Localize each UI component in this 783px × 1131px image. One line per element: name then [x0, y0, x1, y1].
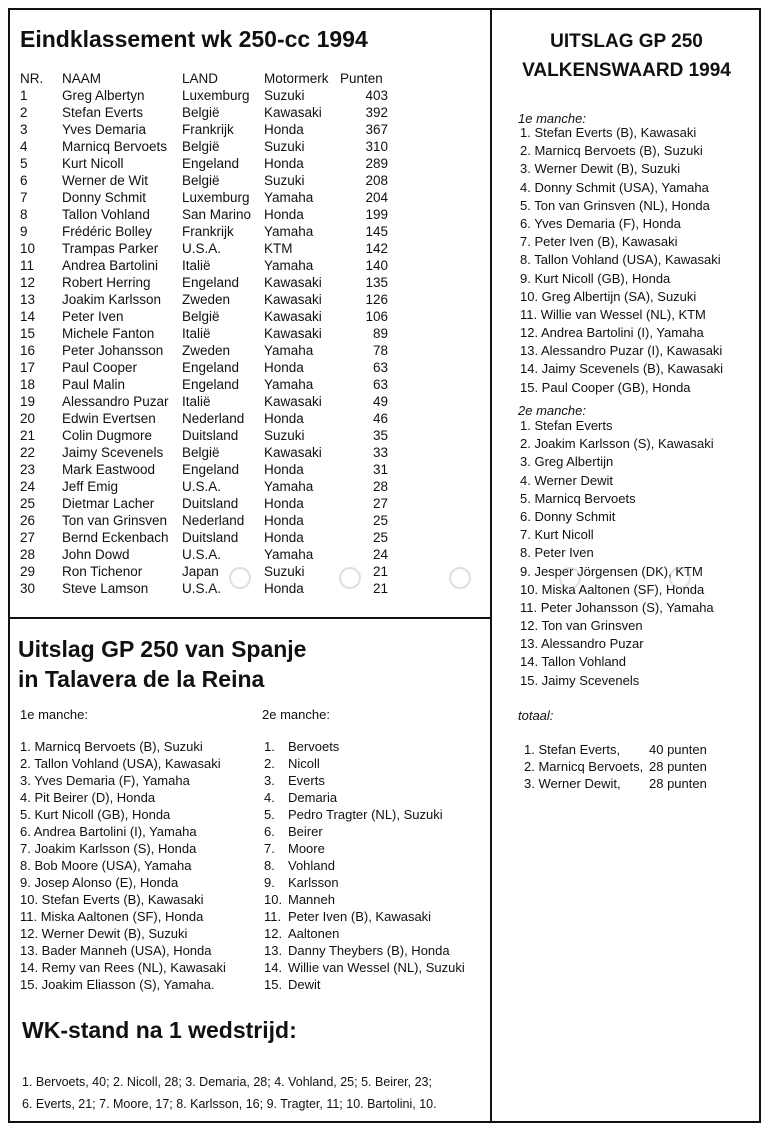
rider-country: Luxemburg — [182, 88, 250, 103]
rider-points: 403 — [365, 88, 388, 103]
rider-country: Engeland — [182, 275, 240, 290]
totaal-points: 28 punten — [649, 759, 707, 774]
rank-nr: 4 — [20, 139, 28, 154]
result-item — [264, 874, 489, 891]
rider-country: Frankrijk — [182, 122, 234, 137]
result-item: 14. Remy van Rees (NL), Kawasaki — [20, 960, 226, 975]
rider-name: Dietmar Lacher — [62, 496, 155, 511]
result-item: 11. Willie van Wessel (NL), KTM — [520, 306, 706, 322]
result-position: 2. — [264, 756, 275, 771]
rider-brand: Suzuki — [264, 173, 305, 188]
rider-brand: Honda — [264, 360, 304, 375]
rank-nr: 29 — [20, 564, 36, 579]
result-item: 15. Jaimy Scevenels — [520, 672, 640, 688]
rider-name: Ton van Grinsven — [62, 513, 168, 528]
rank-nr: 3 — [20, 122, 28, 137]
rank-nr: 13 — [20, 292, 36, 307]
rider-brand: Suzuki — [264, 564, 305, 579]
result-item — [264, 738, 489, 755]
rank-nr: 12 — [20, 275, 36, 290]
result-item: 12. Andrea Bartolini (I), Yamaha — [520, 325, 704, 341]
rider-points: 31 — [372, 462, 388, 477]
result-item: 8. Tallon Vohland (USA), Kawasaki — [520, 252, 721, 268]
result-item — [264, 925, 489, 942]
rank-nr: 20 — [20, 411, 36, 426]
rider-name: Paul Cooper — [62, 360, 138, 375]
wkstand-line2: 6. Everts, 21; 7. Moore, 17; 8. Karlsson, 16; 9. Tragter, 11; 10. Bartolini, 10. — [22, 1097, 437, 1111]
rider-country: België — [182, 445, 220, 460]
rider-name: Peter Johansson — [62, 343, 164, 358]
rider-name: Marnicq Bervoets — [62, 139, 168, 154]
result-item: 10. Stefan Everts (B), Kawasaki — [20, 892, 204, 907]
result-item: 2. Joakim Karlsson (S), Kawasaki — [520, 436, 714, 452]
result-item: 2. Tallon Vohland (USA), Kawasaki — [20, 756, 221, 771]
rider-name: Joakim Karlsson — [62, 292, 162, 307]
rider-brand: Kawasaki — [264, 326, 322, 341]
rank-nr: 21 — [20, 428, 36, 443]
rider-points: 89 — [372, 326, 388, 341]
result-item: 9. Kurt Nicoll (GB), Honda — [520, 270, 671, 286]
rider-country: U.S.A. — [182, 479, 222, 494]
rider-name: Andrea Bartolini — [62, 258, 159, 273]
result-item: 8. Bob Moore (USA), Yamaha — [20, 858, 192, 873]
result-item — [264, 755, 489, 772]
valkenswaard-totaal-list — [524, 741, 744, 792]
valkenswaard-manche2-label: 2e manche: — [518, 403, 586, 418]
result-item: 1. Stefan Everts (B), Kawasaki — [520, 125, 697, 140]
result-item: 6. Donny Schmit — [520, 508, 616, 524]
rank-nr: 10 — [20, 241, 36, 256]
rider-name: Trampas Parker — [62, 241, 159, 256]
rider-points: 392 — [365, 105, 388, 120]
rider-country: Engeland — [182, 360, 240, 375]
rider-points: 33 — [372, 445, 388, 460]
rider-country: Italië — [182, 326, 211, 341]
rider-name: Michele Fanton — [62, 326, 155, 341]
rider-points: 49 — [372, 394, 388, 409]
result-item: 5. Ton van Grinsven (NL), Honda — [520, 197, 710, 213]
rider-name: Robert Herring — [62, 275, 151, 290]
result-item — [264, 908, 489, 925]
result-item — [264, 891, 489, 908]
result-item: 3. Werner Dewit (B), Suzuki — [520, 161, 681, 177]
rank-nr: 25 — [20, 496, 36, 511]
rank-nr: 11 — [20, 258, 35, 273]
spanje-title — [18, 634, 306, 694]
result-rider: Manneh — [288, 892, 335, 907]
rank-nr: 30 — [20, 581, 36, 596]
result-item — [264, 823, 489, 840]
section-divider — [8, 617, 492, 619]
rider-country: Duitsland — [182, 428, 239, 443]
rider-name: Alessandro Puzar — [62, 394, 169, 409]
rider-points: 208 — [365, 173, 388, 188]
rider-points: 25 — [372, 530, 388, 545]
rider-name: Jeff Emig — [62, 479, 119, 494]
result-item: 5. Kurt Nicoll (GB), Honda — [20, 807, 171, 822]
rider-points: 27 — [372, 496, 388, 511]
wkstand-line1: 1. Bervoets, 40; 2. Nicoll, 28; 3. Demaria, 28; 4. Vohland, 25; 5. Beirer, 23; — [22, 1075, 432, 1089]
result-item: 1. Marnicq Bervoets (B), Suzuki — [20, 739, 203, 754]
result-item: 3. Greg Albertijn — [520, 454, 614, 470]
result-position: 9. — [264, 875, 275, 890]
result-item: 14. Tallon Vohland — [520, 654, 627, 670]
rider-country: Engeland — [182, 377, 240, 392]
result-rider: Nicoll — [288, 756, 320, 771]
result-position: 14. — [264, 960, 283, 975]
rider-country: Duitsland — [182, 496, 239, 511]
result-rider: Dewit — [288, 977, 321, 992]
rider-name: Edwin Evertsen — [62, 411, 156, 426]
result-item: 7. Kurt Nicoll — [520, 527, 594, 543]
rider-country: België — [182, 139, 220, 154]
rider-country: België — [182, 309, 220, 324]
result-position: 6. — [264, 824, 275, 839]
rank-nr: 23 — [20, 462, 36, 477]
rider-brand: Honda — [264, 411, 304, 426]
result-item: 7. Peter Iven (B), Kawasaki — [520, 234, 678, 250]
rider-name: Yves Demaria — [62, 122, 147, 137]
result-position: 13. — [264, 943, 283, 958]
rider-name: Steve Lamson — [62, 581, 149, 596]
rank-nr: 17 — [20, 360, 36, 375]
result-position: 12. — [264, 926, 283, 941]
rank-nr: 9 — [20, 224, 28, 239]
result-item: 4. Donny Schmit (USA), Yamaha — [520, 179, 709, 195]
rider-brand: Honda — [264, 581, 304, 596]
result-item: 12. Ton van Grinsven — [520, 618, 643, 634]
rider-brand: Honda — [264, 156, 304, 171]
result-position: 8. — [264, 858, 275, 873]
rider-points: 310 — [365, 139, 388, 154]
valkenswaard-manche1-list — [520, 124, 723, 397]
totaal-item — [524, 775, 744, 792]
rider-country: Duitsland — [182, 530, 239, 545]
result-position: 11. — [264, 909, 282, 924]
rider-brand: Kawasaki — [264, 292, 322, 307]
rider-brand: Kawasaki — [264, 394, 322, 409]
rider-brand: Honda — [264, 122, 304, 137]
rank-nr: 2 — [20, 105, 28, 120]
totaal-points: 28 punten — [649, 776, 707, 791]
rank-nr: 5 — [20, 156, 28, 171]
rider-name: Tallon Vohland — [62, 207, 150, 222]
rank-nr: 26 — [20, 513, 36, 528]
rider-brand: Yamaha — [264, 377, 314, 392]
rider-points: 140 — [365, 258, 388, 273]
rank-nr: 22 — [20, 445, 36, 460]
rider-name: John Dowd — [62, 547, 130, 562]
result-item — [264, 976, 489, 993]
rider-country: Frankrijk — [182, 224, 234, 239]
rider-name: Werner de Wit — [62, 173, 149, 188]
result-position: 15. — [264, 977, 283, 992]
result-rider: Beirer — [288, 824, 323, 839]
rider-points: 145 — [365, 224, 388, 239]
header-motormerk: Motormerk — [264, 71, 329, 86]
spanje-manche1-list — [20, 738, 226, 993]
result-item: 6. Andrea Bartolini (I), Yamaha — [20, 824, 197, 839]
result-item — [264, 772, 489, 789]
rider-brand: Honda — [264, 496, 304, 511]
rider-points: 24 — [372, 547, 388, 562]
header-naam: NAAM — [62, 71, 102, 86]
result-item: 13. Alessandro Puzar — [520, 636, 644, 652]
result-item: 14. Jaimy Scevenels (B), Kawasaki — [520, 361, 724, 377]
rider-name: Donny Schmit — [62, 190, 147, 205]
rider-points: 28 — [372, 479, 388, 494]
rider-brand: Yamaha — [264, 343, 314, 358]
rider-country: Italië — [182, 258, 211, 273]
wkstand-title: WK-stand na 1 wedstrijd: — [22, 1017, 297, 1043]
rider-country: Zweden — [182, 343, 231, 358]
rider-brand: Yamaha — [264, 190, 314, 205]
result-item: 15. Joakim Eliasson (S), Yamaha. — [20, 977, 215, 992]
rider-country: Italië — [182, 394, 211, 409]
spanje-title-line1: Uitslag GP 250 van Spanje — [18, 636, 307, 662]
rider-name: Colin Dugmore — [62, 428, 153, 443]
rider-country: Engeland — [182, 462, 240, 477]
result-item: 13. Bader Manneh (USA), Honda — [20, 943, 212, 958]
result-item: 6. Yves Demaria (F), Honda — [520, 215, 681, 231]
result-rider: Pedro Tragter (NL), Suzuki — [288, 807, 443, 822]
result-item: 5. Marnicq Bervoets — [520, 490, 636, 506]
rider-points: 78 — [372, 343, 388, 358]
result-rider: Demaria — [288, 790, 338, 805]
result-item: 1. Stefan Everts — [520, 418, 613, 433]
rider-points: 21 — [372, 581, 388, 596]
rider-brand: KTM — [264, 241, 293, 256]
rank-nr: 1 — [20, 88, 28, 103]
rider-points: 63 — [372, 377, 388, 392]
result-item: 11. Peter Johansson (S), Yamaha — [520, 599, 714, 615]
valkenswaard-title-line2: VALKENSWAARD 1994 — [522, 60, 731, 81]
rider-country: Engeland — [182, 156, 240, 171]
rider-points: 106 — [365, 309, 388, 324]
totaal-rider: 2. Marnicq Bervoets, — [524, 759, 644, 774]
totaal-item — [524, 741, 744, 758]
rider-brand: Kawasaki — [264, 105, 322, 120]
rider-name: Ron Tichenor — [62, 564, 143, 579]
rider-country: België — [182, 173, 220, 188]
result-item: 7. Joakim Karlsson (S), Honda — [20, 841, 197, 856]
result-item — [264, 942, 489, 959]
header-land: LAND — [182, 71, 219, 86]
rider-brand: Honda — [264, 462, 304, 477]
spanje-manche2-list — [264, 738, 489, 993]
rank-nr: 15 — [20, 326, 36, 341]
rider-points: 21 — [372, 564, 388, 579]
result-rider: Everts — [288, 773, 325, 788]
result-item: 4. Pit Beirer (D), Honda — [20, 790, 156, 805]
rider-country: U.S.A. — [182, 241, 222, 256]
rider-brand: Suzuki — [264, 428, 305, 443]
header-punten: Punten — [340, 71, 383, 86]
rider-points: 204 — [365, 190, 388, 205]
rider-country: U.S.A. — [182, 581, 222, 596]
result-item: 10. Greg Albertijn (SA), Suzuki — [520, 288, 697, 304]
valkenswaard-title-line1: UITSLAG GP 250 — [550, 31, 703, 52]
valkenswaard-manche2-list — [520, 417, 714, 690]
result-rider: Bervoets — [288, 739, 340, 754]
rider-points: 46 — [372, 411, 388, 426]
rider-brand: Honda — [264, 513, 304, 528]
rank-nr: 8 — [20, 207, 28, 222]
eindklassement-title: Eindklassement wk 250-cc 1994 — [20, 26, 368, 52]
rider-points: 199 — [365, 207, 388, 222]
rider-name: Peter Iven — [62, 309, 124, 324]
rider-country: Luxemburg — [182, 190, 250, 205]
result-item: 4. Werner Dewit — [520, 472, 613, 488]
rider-name: Mark Eastwood — [62, 462, 156, 477]
rider-points: 135 — [365, 275, 388, 290]
rider-points: 63 — [372, 360, 388, 375]
result-item: 9. Jesper Jörgensen (DK), KTM — [520, 563, 703, 579]
result-rider: Danny Theybers (B), Honda — [288, 943, 450, 958]
result-item: 3. Yves Demaria (F), Yamaha — [20, 773, 190, 788]
result-item — [264, 789, 489, 806]
result-rider: Willie van Wessel (NL), Suzuki — [288, 960, 465, 975]
rider-country: Nederland — [182, 411, 245, 426]
result-item: 9. Josep Alonso (E), Honda — [20, 875, 179, 890]
rider-brand: Honda — [264, 207, 304, 222]
rider-name: Jaimy Scevenels — [62, 445, 164, 460]
result-rider: Moore — [288, 841, 325, 856]
result-item — [264, 959, 489, 976]
result-item: 10. Miska Aaltonen (SF), Honda — [520, 581, 705, 597]
rider-brand: Honda — [264, 530, 304, 545]
result-item: 8. Peter Iven — [520, 545, 594, 561]
rider-name: Greg Albertyn — [62, 88, 145, 103]
rider-points: 35 — [372, 428, 388, 443]
result-item — [264, 857, 489, 874]
result-rider: Aaltonen — [288, 926, 340, 941]
rider-name: Bernd Eckenbach — [62, 530, 169, 545]
result-position: 5. — [264, 807, 275, 822]
result-position: 3. — [264, 773, 275, 788]
rider-brand: Suzuki — [264, 139, 305, 154]
result-position: 7. — [264, 841, 275, 856]
rider-country: U.S.A. — [182, 547, 222, 562]
rank-nr: 16 — [20, 343, 36, 358]
rank-nr: 18 — [20, 377, 36, 392]
rider-brand: Yamaha — [264, 224, 314, 239]
header-nr: NR. — [20, 71, 44, 86]
spanje-manche2-label: 2e manche: — [262, 707, 330, 722]
result-item — [264, 840, 489, 857]
rider-country: Zweden — [182, 292, 231, 307]
valkenswaard-totaal-label: totaal: — [518, 708, 554, 723]
result-position: 1. — [264, 739, 275, 754]
rider-points: 367 — [365, 122, 388, 137]
rider-country: België — [182, 105, 220, 120]
rider-points: 142 — [365, 241, 388, 256]
rider-name: Frédéric Bolley — [62, 224, 153, 239]
totaal-rider: 1. Stefan Everts, — [524, 742, 621, 757]
result-rider: Vohland — [288, 858, 335, 873]
result-item: 11. Miska Aaltonen (SF), Honda — [20, 909, 204, 924]
result-item — [264, 806, 489, 823]
rank-nr: 24 — [20, 479, 36, 494]
rider-name: Kurt Nicoll — [62, 156, 124, 171]
rider-brand: Yamaha — [264, 479, 314, 494]
result-item: 2. Marnicq Bervoets (B), Suzuki — [520, 143, 703, 159]
rider-brand: Suzuki — [264, 88, 305, 103]
column-divider — [490, 8, 492, 1123]
rank-nr: 7 — [20, 190, 28, 205]
spanje-title-line2: in Talavera de la Reina — [18, 666, 265, 692]
rider-name: Paul Malin — [62, 377, 126, 392]
rider-country: Nederland — [182, 513, 245, 528]
totaal-points: 40 punten — [649, 742, 707, 757]
result-item: 15. Paul Cooper (GB), Honda — [520, 379, 691, 395]
result-rider: Karlsson — [288, 875, 339, 890]
valkenswaard-manche1-label: 1e manche: — [518, 111, 586, 126]
rider-points: 126 — [365, 292, 388, 307]
result-position: 10. — [264, 892, 283, 907]
rider-name: Stefan Everts — [62, 105, 144, 120]
rider-brand: Kawasaki — [264, 309, 322, 324]
result-item: 12. Werner Dewit (B), Suzuki — [20, 926, 188, 941]
result-item: 13. Alessandro Puzar (I), Kawasaki — [520, 343, 723, 359]
rank-nr: 28 — [20, 547, 36, 562]
rank-nr: 19 — [20, 394, 36, 409]
rider-points: 289 — [365, 156, 388, 171]
rider-country: San Marino — [182, 207, 252, 222]
rank-nr: 6 — [20, 173, 28, 188]
rider-brand: Kawasaki — [264, 275, 322, 290]
rider-brand: Yamaha — [264, 547, 314, 562]
rider-points: 25 — [372, 513, 388, 528]
rider-country: Japan — [182, 564, 219, 579]
spanje-manche1-label: 1e manche: — [20, 707, 88, 722]
totaal-rider: 3. Werner Dewit, — [524, 776, 621, 791]
result-position: 4. — [264, 790, 275, 805]
rider-brand: Yamaha — [264, 258, 314, 273]
result-rider: Peter Iven (B), Kawasaki — [288, 909, 432, 924]
rank-nr: 27 — [20, 530, 36, 545]
rider-brand: Kawasaki — [264, 445, 322, 460]
rank-nr: 14 — [20, 309, 36, 324]
totaal-item — [524, 758, 744, 775]
